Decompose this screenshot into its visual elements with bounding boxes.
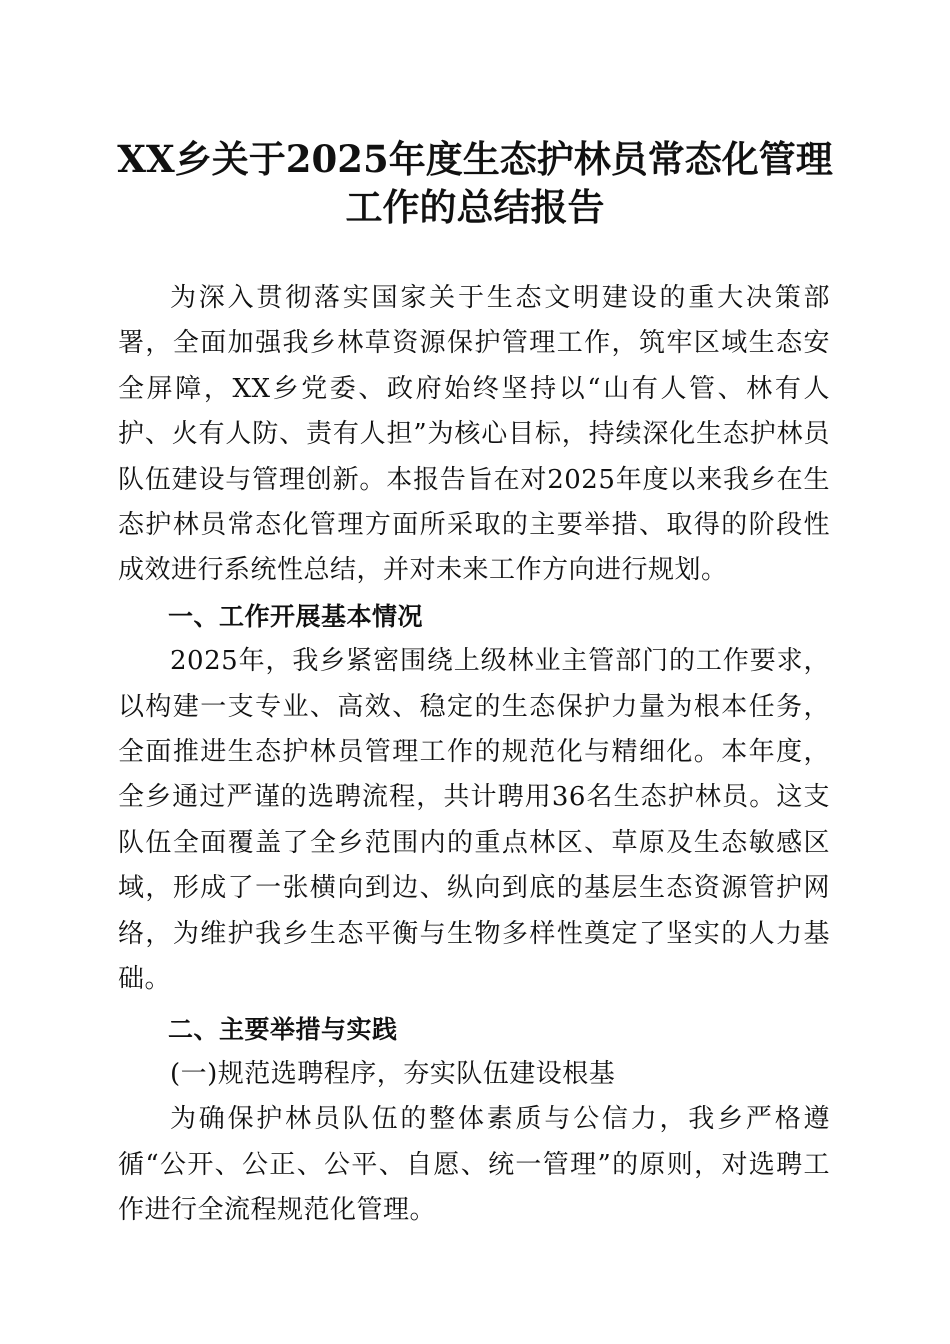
section-2-subheading-1: (一)规范选聘程序，夯实队伍建设根基 [170,1058,616,1089]
section-2-heading: 二、主要举措与实践 [168,1014,398,1044]
intro-paragraph: 为深入贯彻落实国家关于生态文明建设的重大决策部署，全面加强我乡林草资源保护管理工作，筑牢区域生态安全屏障，XX乡党委、政府始终坚持以“山有人管、林有人护、火有人防、责有人担”为核心目标，持续深化生态护林员队伍建设与管理创新。本报告旨在对2025年度以来我乡在生态护林员常态化管理方面所采取的主要举措、取得的阶段性成效进行系统性总结，并对未来工作方向进行规划。 [118,283,830,586]
section-1-heading: 一、工作开展基本情况 [168,601,424,631]
section-2-paragraph: 为确保护林员队伍的整体素质与公信力，我乡严格遵循“公开、公正、公平、自愿、统一管理”的原则，对选聘工作进行全流程规范化管理。 [118,1104,830,1226]
document-body [118,276,830,1234]
section-1-paragraph: 2025年，我乡紧密围绕上级林业主管部门的工作要求，以构建一支专业、高效、稳定的生态保护力量为根本任务，全面推进生态护林员管理工作的规范化与精细化。本年度，全乡通过严谨的选聘流程，共计聘用36名生态护林员。这支队伍全面覆盖了全乡范围内的重点林区、草原及生态敏感区域，形成了一张横向到边、纵向到底的基层生态资源管护网络，为维护我乡生态平衡与生物多样性奠定了坚实的人力基础。 [118,646,830,995]
document-title: XX乡关于2025年度生态护林员常态化管理工作的总结报告 [117,137,833,229]
